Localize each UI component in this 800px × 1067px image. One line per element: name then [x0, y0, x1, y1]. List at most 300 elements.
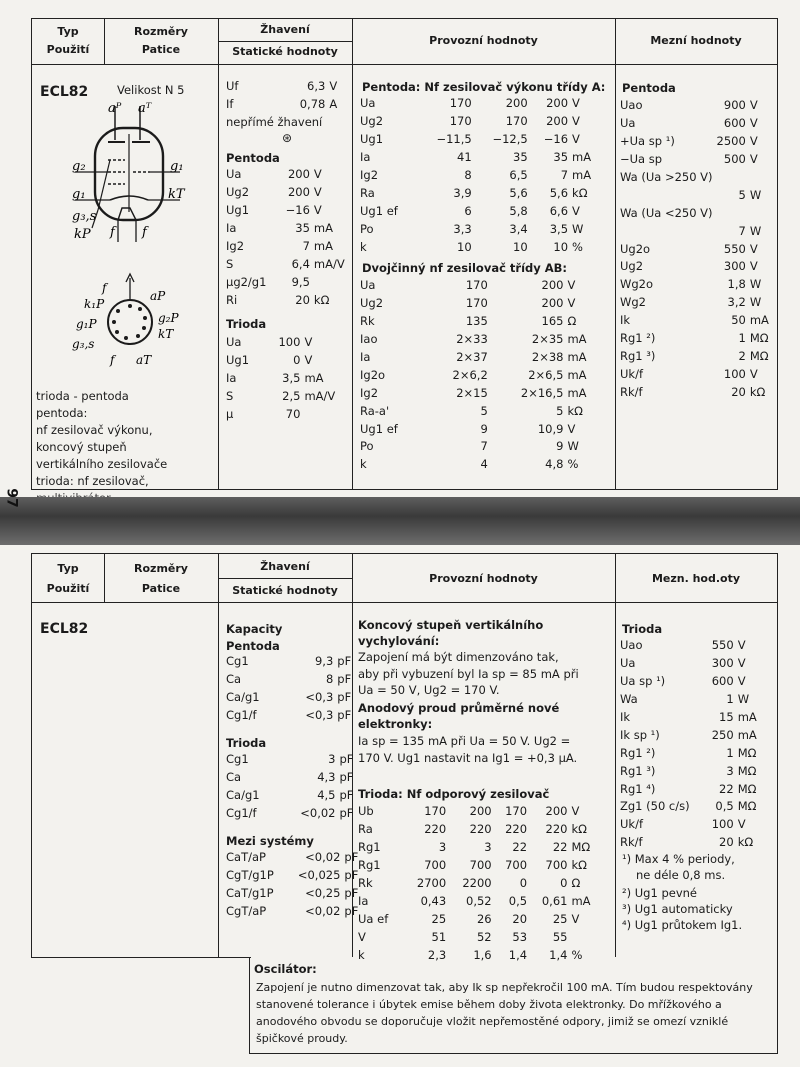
- table-cell: 300: [723, 259, 746, 274]
- table-row: [618, 258, 771, 276]
- table-cell: CaT/g1P: [226, 886, 274, 901]
- header-mezni: Mezn. hod.oty: [651, 572, 741, 585]
- table-cell: 200: [541, 278, 564, 293]
- table-cell: k: [360, 239, 367, 254]
- table-cell: Cg1: [226, 654, 249, 669]
- table-row: [224, 707, 364, 725]
- pin-kp: k₁P: [84, 297, 105, 311]
- label-g1t: g₁: [170, 159, 184, 174]
- table-cell: V: [749, 116, 758, 131]
- footnote: ²) Ug1 pevné: [622, 886, 697, 900]
- table-cell: 35: [553, 150, 569, 165]
- table-row: [224, 849, 364, 867]
- table-cell: Ub: [358, 804, 374, 819]
- table-cell: V: [737, 817, 746, 832]
- table-cell: 2×16,5: [520, 385, 564, 400]
- table-row: [224, 255, 354, 273]
- table-cell: V: [572, 203, 580, 218]
- table-cell: Ca: [226, 672, 242, 687]
- header-pouziti: Použití: [46, 43, 90, 56]
- tube-name: ECL82: [40, 84, 89, 100]
- table-cell: 22: [512, 840, 528, 855]
- table-cell: 9: [480, 421, 488, 436]
- table-row: [618, 347, 771, 365]
- table-cell: kΩ: [571, 858, 587, 873]
- table-row: [358, 220, 603, 238]
- table-cell: Ca/g1: [226, 788, 260, 803]
- table-row: [356, 803, 601, 821]
- table-cell: V: [313, 185, 322, 200]
- table-cell: 41: [457, 150, 472, 165]
- table-cell: 52: [476, 929, 492, 944]
- table-row: [358, 95, 603, 113]
- table-cell: <0,25: [305, 886, 341, 901]
- table-cell: V: [749, 98, 758, 113]
- table-cell: Ug1 ef: [360, 421, 398, 436]
- table-cell: 6: [464, 203, 472, 218]
- table-row: [618, 240, 771, 258]
- table-cell: 170: [449, 96, 472, 111]
- table-cell: 0: [293, 353, 301, 368]
- table-row: [358, 384, 603, 402]
- table-cell: pF: [339, 752, 354, 767]
- indirect-heating-icon: ⊛: [282, 131, 293, 145]
- table-cell: Ug2: [360, 114, 384, 129]
- table-cell: V: [749, 259, 758, 274]
- table-cell: Rg1: [358, 840, 381, 855]
- table-row: [356, 928, 601, 946]
- table-cell: +Ua sp ¹): [620, 134, 675, 149]
- table-row: [358, 331, 603, 349]
- table-cell: mA/V: [304, 389, 336, 404]
- table-cell: 200: [469, 804, 492, 819]
- table-cell: 6,5: [509, 168, 528, 182]
- table-cell: 100: [278, 335, 301, 350]
- table-cell: 1,4: [549, 947, 568, 962]
- table-cell: Ik sp ¹): [620, 727, 660, 742]
- table-cell: 700: [424, 858, 447, 873]
- table-cell: %: [567, 457, 579, 472]
- table-row: [618, 97, 771, 115]
- header-staticke: Statické hodnoty: [232, 584, 338, 597]
- table-row: [358, 402, 603, 420]
- table-row: [224, 352, 354, 370]
- table-cell: 900: [723, 98, 746, 113]
- table-cell: W: [749, 223, 762, 238]
- table-cell: 8: [464, 168, 472, 182]
- table-cell: 200: [546, 96, 569, 111]
- table-cell: Rg1 ⁴): [620, 781, 656, 796]
- table-cell: 7: [480, 439, 488, 454]
- table-cell: 2500: [716, 134, 746, 149]
- footnote: ⁴) Ug1 průtokem Ig1.: [622, 918, 743, 932]
- table-cell: Wa (Ua <250 V): [620, 205, 713, 220]
- label-g2: g₂: [72, 159, 86, 174]
- table-row: [358, 349, 603, 367]
- table-row: [618, 169, 771, 187]
- header-staticke: Statické hodnoty: [232, 45, 338, 58]
- table-cell: 2×15: [456, 385, 488, 400]
- pin-g2p: g₂P: [158, 311, 179, 325]
- label-at: aᵀ: [138, 101, 152, 116]
- table-cell: 0,52: [466, 893, 492, 908]
- table-cell: Ug1: [226, 203, 250, 218]
- table-cell: MΩ: [737, 781, 757, 796]
- table-row: [618, 816, 763, 834]
- table-row: [356, 910, 601, 928]
- op-title-2: Anodový proud průměrné nové elektronky:: [358, 701, 560, 731]
- table-cell: 3,2: [727, 295, 746, 310]
- table-cell: mA: [737, 727, 757, 742]
- table-row: [358, 238, 603, 256]
- table-cell: 2×35: [531, 332, 564, 347]
- label-g1: g₁: [72, 187, 86, 202]
- table-cell: Wg2: [620, 295, 646, 310]
- table-cell: CaT/aP: [226, 850, 266, 865]
- header-patice: Patice: [141, 582, 181, 595]
- pin-f2: f: [110, 353, 115, 367]
- table-row: [618, 780, 763, 798]
- table-cell: kΩ: [571, 822, 587, 837]
- cap-pentode-table: [224, 653, 364, 725]
- table-cell: 22: [719, 781, 734, 796]
- table-cell: Ra: [360, 185, 375, 200]
- table-cell: 220: [469, 822, 492, 837]
- table-row: [618, 115, 771, 133]
- table-row: [224, 166, 354, 184]
- table-cell: kΩ: [313, 292, 330, 307]
- table-row: [618, 151, 771, 169]
- table-cell: Ia: [358, 893, 369, 908]
- table-cell: mA: [313, 221, 333, 236]
- table-cell: 170: [465, 296, 488, 311]
- table-cell: 1,8: [727, 277, 746, 292]
- table-cell: −12,5: [492, 132, 528, 147]
- table-row: [224, 202, 354, 220]
- table-cell: Rg1 ³): [620, 763, 656, 778]
- table-cell: 20: [295, 292, 310, 307]
- limit-title: Pentoda: [622, 81, 676, 95]
- table-cell: Ia: [360, 350, 371, 364]
- cap-pentode-title: Pentoda: [226, 639, 280, 653]
- table-cell: mA: [737, 710, 757, 724]
- table-row: [618, 726, 763, 744]
- table-cell: W: [749, 277, 762, 292]
- table-cell: mA: [567, 385, 587, 400]
- table-row: [618, 762, 763, 780]
- table-row: [224, 388, 354, 406]
- table-cell: 5: [480, 403, 488, 418]
- triode-amp-table: [356, 803, 601, 964]
- table-cell: Ω: [567, 314, 577, 329]
- table-cell: V: [567, 421, 576, 436]
- table-row: [358, 184, 603, 202]
- table-cell: Ug2: [360, 296, 384, 311]
- table-cell: 9,3: [314, 654, 334, 669]
- header-pouziti: Použití: [46, 582, 90, 595]
- triode-static-table: [224, 334, 354, 423]
- table-cell: MΩ: [737, 799, 757, 814]
- table-cell: 170: [505, 804, 528, 819]
- table-row: [224, 291, 354, 309]
- op2-table: [358, 277, 603, 474]
- table-row: [618, 133, 771, 151]
- table-cell: 7: [738, 223, 746, 238]
- label-ap: aᴾ: [108, 101, 122, 116]
- heating-table: [224, 78, 354, 114]
- table-cell: Rg1 ²): [620, 331, 656, 346]
- table-cell: −11,5: [436, 132, 472, 147]
- table-cell: 70: [285, 407, 301, 421]
- table-row: [618, 365, 771, 383]
- pentode-title: Pentoda: [226, 151, 280, 165]
- table-cell: pF: [344, 850, 359, 865]
- table-cell: V: [749, 241, 758, 256]
- table-row: [618, 222, 771, 240]
- table-cell: Rg1: [358, 858, 381, 873]
- table-cell: <0,02: [305, 850, 341, 865]
- table-row: [224, 689, 364, 707]
- header-provozni: Provozní hodnoty: [429, 572, 538, 585]
- pin-at: aT: [136, 353, 152, 367]
- table-row: [224, 805, 364, 823]
- table-row: [358, 149, 603, 167]
- table-cell: −16: [543, 132, 569, 147]
- table-cell: Ik: [620, 313, 631, 328]
- page-number-97: 97: [3, 488, 20, 508]
- table-cell: CgT/aP: [226, 904, 267, 919]
- table-cell: 53: [512, 929, 528, 944]
- table-cell: Ω: [571, 876, 581, 890]
- table-cell: [715, 169, 748, 187]
- table-cell: Ig2: [360, 385, 379, 400]
- table-cell: 5: [556, 403, 564, 418]
- table-cell: [312, 273, 354, 291]
- table-cell: 1: [726, 745, 734, 760]
- table-cell: 3,5: [282, 371, 301, 386]
- table-cell: 0,43: [420, 893, 447, 908]
- cap-title: Kapacity: [226, 622, 283, 636]
- table-cell: S: [226, 389, 234, 404]
- table-cell: 3: [328, 752, 336, 767]
- pin-g3s: g₃,s: [72, 337, 95, 351]
- table-cell: Po: [360, 439, 374, 454]
- table-cell: Ig2: [360, 168, 379, 182]
- table-cell: Uao: [620, 98, 643, 113]
- table-row: [618, 637, 763, 655]
- mezi-title: Mezi systémy: [226, 834, 314, 848]
- table-cell: mA: [572, 150, 592, 165]
- table-row: [224, 406, 354, 424]
- op1-table: [358, 95, 603, 256]
- desc-line: pentoda:: [36, 406, 88, 420]
- table-cell: μ: [226, 407, 234, 421]
- table-cell: 50: [731, 313, 746, 328]
- table-cell: MΩ: [737, 745, 757, 760]
- table-cell: 2×37: [456, 350, 488, 364]
- table-cell: 3: [484, 840, 492, 855]
- table-cell: %: [572, 239, 583, 254]
- table-row: [618, 709, 763, 727]
- table-cell: Rk/f: [620, 384, 643, 399]
- desc-line: vertikálního zesilovače: [36, 457, 168, 471]
- table-row: [358, 113, 603, 131]
- table-cell: 7: [560, 168, 569, 182]
- table-cell: V: [749, 152, 758, 167]
- table-cell: 3,5: [549, 221, 569, 236]
- table-cell: 300: [711, 656, 734, 671]
- label-f1: f: [110, 225, 115, 240]
- table-cell: 700: [505, 858, 528, 873]
- table-row: [618, 276, 771, 294]
- table-cell: V: [572, 114, 580, 129]
- table-row: [618, 691, 763, 709]
- table-cell: Ug1 ef: [360, 203, 398, 218]
- table-cell: 5: [738, 187, 746, 202]
- table-row: [224, 184, 354, 202]
- table-cell: <0,02: [300, 806, 336, 821]
- table-cell: 2: [738, 348, 746, 363]
- table-cell: pF: [337, 654, 352, 669]
- table-cell: Ug2o: [620, 241, 651, 256]
- page-gutter: [0, 497, 800, 545]
- osc-text: Zapojení je nutno dimenzovat tak, aby Ik sp nepřekročil 100 mA. Tím budou respektovány stanovené tolerance i úbytek emise během doby života elektronky. Do mřížkového a anodového obvodu se doporučuje vložit nepřemostěné odpory, jimiž se omezí vzniklé špičkové proudy.: [256, 981, 753, 1045]
- table-cell: Ua: [360, 278, 376, 293]
- table-cell: 700: [469, 858, 492, 873]
- label-g3s: g₃,s: [72, 209, 97, 224]
- table-cell: mA: [571, 893, 591, 908]
- header-typ: Typ: [57, 25, 79, 38]
- table-cell: 2,3: [427, 947, 447, 962]
- footnote: ne déle 0,8 ms.: [636, 868, 726, 882]
- table-cell: 200: [545, 804, 568, 819]
- table-cell: 200: [287, 185, 310, 200]
- table-cell: V: [313, 167, 322, 182]
- table-cell: pF: [339, 788, 354, 803]
- table-cell: 200: [287, 167, 310, 182]
- table-cell: Ia: [226, 221, 237, 236]
- table-cell: Rk: [360, 314, 375, 329]
- table-row: [358, 438, 603, 456]
- table-cell: Ug1: [226, 353, 250, 368]
- table-row: [358, 167, 603, 185]
- table-row: [358, 366, 603, 384]
- table-cell: 25: [431, 911, 447, 926]
- table-cell: pF: [344, 904, 359, 919]
- table-row: [356, 892, 601, 910]
- table-cell: 4,8: [545, 457, 564, 472]
- table-cell: 135: [465, 314, 488, 329]
- table-cell: 250: [711, 727, 734, 742]
- table-cell: 550: [711, 638, 734, 653]
- label-f2: f: [142, 225, 147, 240]
- header-zhaveni: Žhavení: [260, 560, 310, 573]
- header-typ: Typ: [57, 562, 79, 575]
- table-cell: 55: [552, 929, 568, 944]
- table-row: [358, 456, 603, 474]
- table-cell: 1: [738, 331, 746, 346]
- table-cell: mA: [567, 350, 587, 364]
- table-row: [358, 295, 603, 313]
- table-row: [224, 334, 354, 352]
- table-row: [224, 751, 364, 769]
- table-cell: mA: [572, 168, 592, 182]
- table-cell: Iao: [360, 332, 378, 347]
- op-title: Koncový stupeň vertikálního vychylování:: [358, 618, 544, 648]
- table-row: [358, 313, 603, 331]
- table-cell: MΩ: [749, 331, 769, 346]
- triode-amp-title: Trioda: Nf odporový zesilovač: [358, 787, 550, 801]
- table-cell: Ug2: [620, 259, 644, 274]
- table-cell: 165: [541, 314, 564, 329]
- table-cell: 0,5: [715, 799, 734, 814]
- table-cell: 200: [541, 296, 564, 311]
- table-cell: Wa: [620, 692, 638, 707]
- header-provozni: Provozní hodnoty: [429, 34, 538, 47]
- table-cell: 26: [476, 911, 492, 926]
- table-row: [618, 834, 763, 852]
- footnote: ¹) Max 4 % periody,: [622, 852, 735, 866]
- pin-f: f: [102, 281, 107, 295]
- table-header: [31, 553, 778, 603]
- table-cell: mA/V: [313, 256, 345, 271]
- table-cell: 2×6,2: [452, 367, 488, 382]
- table-row: [224, 867, 364, 885]
- table-cell: <0,02: [305, 904, 341, 919]
- table-cell: Ia: [360, 150, 371, 165]
- table-cell: 10: [513, 239, 528, 254]
- table-cell: [618, 186, 715, 204]
- table-cell: 35: [295, 221, 310, 236]
- table-cell: Uao: [620, 638, 643, 653]
- table-cell: mA: [567, 367, 587, 382]
- table-row: [356, 875, 601, 893]
- table-cell: 22: [552, 840, 568, 855]
- table-cell: 170: [465, 278, 488, 293]
- table-cell: [569, 928, 601, 946]
- table-cell: 2700: [416, 876, 447, 890]
- table-row: [358, 420, 603, 438]
- table-cell: [748, 169, 771, 187]
- cap-triode-table: [224, 751, 364, 823]
- mezi-table: [224, 849, 364, 921]
- pin-ap: aP: [150, 289, 166, 303]
- table-cell: 20: [512, 911, 528, 926]
- table-row: [224, 769, 364, 787]
- table-cell: 2×6,5: [528, 367, 564, 382]
- table-cell: pF: [344, 868, 359, 883]
- table-cell: pF: [344, 886, 359, 901]
- cap-triode-title: Trioda: [226, 736, 267, 750]
- table-cell: 35: [513, 150, 528, 165]
- table-row: [224, 220, 354, 238]
- op-paragraph-1: Zapojení má být dimenzováno tak, aby při vybuzení byl Ia sp = 85 mA při Ua = 50 V, Ug2 = 170 V.: [358, 650, 579, 697]
- table-row: [224, 787, 364, 805]
- table-cell: 4,5: [317, 788, 336, 803]
- limit-table: [618, 637, 763, 852]
- table-cell: Wg2o: [620, 277, 654, 292]
- table-cell: Po: [360, 221, 374, 236]
- table-cell: V: [749, 134, 758, 149]
- table-cell: CgT/g1P: [226, 868, 274, 883]
- table-row: [356, 839, 601, 857]
- table-cell: W: [572, 221, 584, 236]
- divider: [31, 957, 251, 958]
- triode-title: Trioda: [226, 317, 267, 331]
- table-cell: 9: [556, 439, 564, 454]
- table-cell: 2×38: [531, 350, 564, 364]
- table-cell: V: [572, 132, 580, 147]
